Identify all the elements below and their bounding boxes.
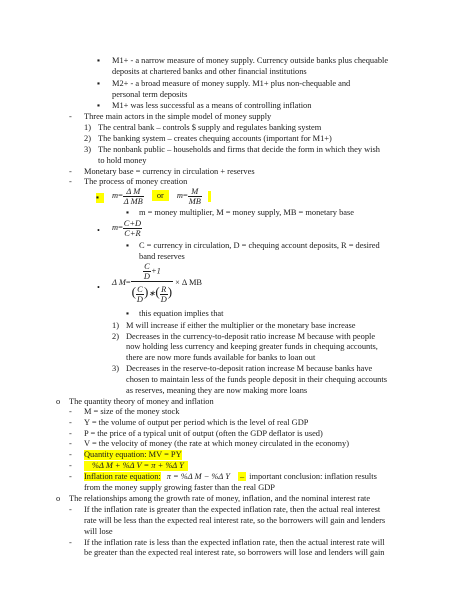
bullet-circle: • [97, 226, 100, 235]
rel-1-line-2: rate will be less than the expected real interest rate, so the borrowers will gain and lenders [84, 516, 386, 525]
eq1-cursor-highlight [208, 191, 211, 202]
bullet-dash: - [69, 167, 72, 176]
m2-line-2: personal term deposits [112, 90, 188, 99]
eq2-note-1: C = currency in circulation, D = chequing account deposits, R = desired [139, 241, 380, 250]
eq3-cd-num: C [144, 262, 150, 271]
three-actors-line: Three main actors in the simple model of money supply [84, 112, 272, 121]
implication-3-line-2: chosen to maintain less of the funds people deposit in their chequing accounts [126, 375, 387, 384]
implication-1: M will increase if either the multiplier or the monetary base increase [126, 321, 356, 330]
quantity-theory-heading: The quantity theory of money and inflation [69, 397, 214, 406]
number-2: 2) [84, 134, 91, 143]
bullet-dash: - [69, 418, 72, 427]
inflation-rate-equation: π = %Δ M − %Δ Y [166, 472, 230, 481]
number-3: 3) [112, 364, 119, 373]
actor-3-line-1: The nonbank public – households and firms that decide the form in which they wish [98, 145, 380, 154]
ratio-equation [112, 218, 142, 238]
bullet-circle-o: o [56, 397, 61, 406]
eq3-rd-num: R [161, 284, 167, 294]
eq3-lhs: Δ M [112, 277, 126, 287]
eq1-fraction-1 [123, 187, 144, 206]
eq1-or: or [152, 190, 169, 201]
bullet-dash: - [69, 429, 72, 438]
quantity-equation: Quantity equation: MV = PY [84, 450, 182, 459]
eq1-lhs-2: m [176, 191, 183, 200]
eq2-equals: = [118, 223, 123, 232]
eq3-numerator [131, 262, 174, 282]
implication-3-line-1: Decreases in the reserve-to-deposit ration increase M because banks have [126, 364, 373, 373]
eq1-den2: MB [188, 196, 201, 206]
implication-2-line-2: now holding less currency and keeping greater funds in chequing accounts, [126, 342, 378, 351]
eq3-cd-den: D [143, 272, 150, 281]
eq3-big-fraction [131, 262, 174, 304]
inflation-rate-dash: – [239, 472, 245, 481]
number-3: 3) [84, 145, 91, 154]
rel-1-line-3: will lose [84, 527, 113, 536]
inflation-conclusion-2: from the money supply growing faster than the real GDP [84, 483, 275, 492]
bullet-dash: - [69, 505, 72, 514]
bullet-highlighted: ▪ [96, 193, 104, 203]
rel-2-line-1: If the inflation rate is less than the expected inflation rate, then the actual interest rate will [84, 538, 385, 547]
actor-1-line: The central bank – controls $ supply and regulates banking system [98, 123, 322, 132]
bullet-dash: - [69, 112, 72, 121]
qt-y-line: Y = the volume of output per period which is the level of real GDP [84, 418, 309, 427]
eq1-num1: Δ M [123, 187, 144, 197]
m1-line-2: deposits at chartered banks and other financial institutions [112, 67, 307, 76]
eq1-den1: Δ MB [123, 196, 143, 206]
m1-less-line: M1+ was less successful as a means of controlling inflation [112, 101, 312, 110]
bullet-square: ▪ [97, 56, 100, 65]
implication-3-line-3: as reserves, meaning they are now making more loans [126, 386, 308, 395]
eq3-cd2-num: C [137, 284, 143, 294]
bullet-circle-o: o [56, 494, 61, 503]
actor-2-line: The banking system – creates chequing accounts (important for M1+) [98, 134, 332, 143]
bullet-square: ▪ [97, 79, 100, 88]
bullet-dash: - [69, 472, 72, 481]
number-1: 1) [84, 123, 91, 132]
bullet-square: ▪ [126, 309, 129, 318]
eq1-lhs: m [112, 191, 119, 200]
bullet-dash: - [69, 538, 72, 547]
eq2-num: C+D [123, 218, 142, 228]
bullet-dash: - [69, 177, 72, 186]
eq1-num2: M [188, 187, 202, 197]
bullet-square: ▪ [126, 241, 129, 250]
inflation-conclusion-1: important conclusion: inflation results [249, 472, 377, 481]
eq3-times-mb: × Δ MB [175, 277, 202, 287]
relationships-heading: The relationships among the growth rate of money, inflation, and the nominal interest rate [69, 494, 371, 503]
number-1: 1) [112, 321, 119, 330]
multiplier-equation [112, 186, 211, 206]
m1-line-1: M1+ - a narrow measure of money supply. Currency outside banks plus chequable [112, 56, 389, 65]
bullet-dash: - [69, 407, 72, 416]
bullet-circle: • [97, 283, 100, 292]
eq3-mult: ∗ [148, 289, 156, 298]
eq1-note: m = money multiplier, M = money supply, MB = monetary base [139, 208, 354, 217]
eq2-note-2: band reserves [139, 252, 185, 261]
monetary-base-line: Monetary base = currency in circulation + reserves [84, 167, 255, 176]
eq1-equals: = [118, 191, 123, 200]
eq3-denominator: ( $\frac{C}{D}$ )∗( $\frac{R}{D}$ ) [131, 284, 173, 304]
bullet-square: ▪ [97, 101, 100, 110]
growth-equation: %Δ M + %Δ V = π + %Δ Y [84, 461, 188, 471]
eq3-cd-2 [136, 285, 144, 304]
rel-2-line-2: be greater than the expected real interest rate, so borrowers will lose and lenders will gain [84, 548, 385, 557]
eq3-cd [143, 262, 151, 281]
qt-m-line: M = size of the money stock [84, 407, 180, 416]
eq3-rd [160, 285, 168, 304]
eq1-equals-2: = [182, 191, 188, 200]
eq2-lhs: m [112, 223, 119, 232]
bullet-square: ▪ [126, 208, 129, 217]
eq3-rd-den: D [160, 294, 167, 304]
actor-3-line-2: to hold money [98, 156, 147, 165]
eq2-den: C+R [124, 228, 141, 238]
eq3-equals: = [125, 277, 131, 287]
bullet-dash: - [69, 450, 72, 459]
eq1-fraction-2 [188, 187, 202, 206]
rel-1-line-1: If the inflation rate is greater than the expected inflation rate, then the actual real interest [84, 505, 381, 514]
eq2-fraction [123, 219, 142, 238]
delta-m-equation [112, 262, 202, 306]
qt-p-line: P = the price of a typical unit of output (often the GDP deflator is used) [84, 429, 323, 438]
process-line: The process of money creation [84, 177, 188, 186]
bullet-dash: - [69, 461, 72, 470]
eq3-plus1: +1 [150, 266, 161, 276]
implication-2-line-1: Decreases in the currency-to-deposit ratio increase M because with people [126, 332, 376, 341]
number-2: 2) [112, 332, 119, 341]
m2-line-1: M2+ - a broad measure of money supply. M1+ plus non-chequable and [112, 79, 351, 88]
implication-2-line-3: there are now more funds available for banks to loan out [126, 353, 316, 362]
eq3-cd2-den: D [136, 294, 143, 304]
qt-v-line: V = the velocity of money (the rate at which money circulated in the economy) [84, 439, 350, 448]
inflation-rate-label: Inflation rate equation: [84, 472, 161, 481]
bullet-dash: - [69, 439, 72, 448]
inflation-rate-line [84, 472, 377, 482]
implies-line: this equation implies that [139, 309, 224, 318]
